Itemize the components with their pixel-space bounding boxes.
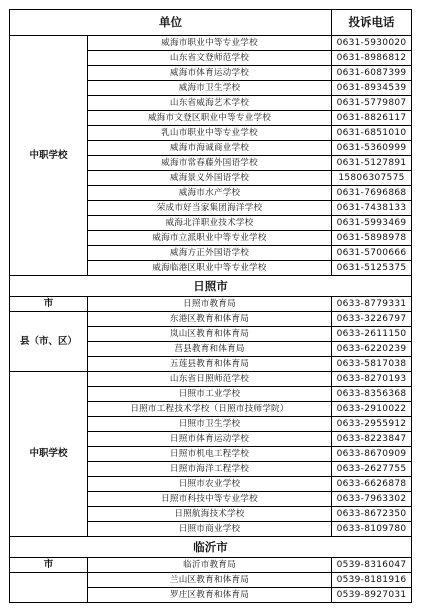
phone-cell: 0633-8356368 xyxy=(332,387,412,402)
complaint-phone-table xyxy=(9,9,412,603)
phone-cell: 0631-7696868 xyxy=(332,186,412,201)
phone-cell: 0633-8672350 xyxy=(332,507,412,522)
category-cell: 县（市、区） xyxy=(10,312,88,372)
phone-cell: 0633-6626878 xyxy=(332,477,412,492)
category-cell: 中职学校 xyxy=(10,372,88,537)
phone-cell: 0631-5779807 xyxy=(332,96,412,111)
city-name: 日照市 xyxy=(10,276,412,297)
phone-cell: 0631-8934539 xyxy=(332,81,412,96)
unit-name-cell: 威海市体育运动学校 xyxy=(88,66,332,81)
unit-name-cell: 荣成市好当家集团海洋学校 xyxy=(88,201,332,216)
table-row xyxy=(10,297,412,312)
city-name: 临沂市 xyxy=(10,537,412,558)
phone-cell: 0539-8927031 xyxy=(332,588,412,603)
category-cell: 中职学校 xyxy=(10,36,88,276)
phone-cell: 0633-2627755 xyxy=(332,462,412,477)
phone-cell: 0633-2955912 xyxy=(332,417,412,432)
unit-name-cell: 日照市工业学校 xyxy=(88,387,332,402)
phone-cell: 0631-7438133 xyxy=(332,201,412,216)
header-unit: 单位 xyxy=(10,10,332,36)
table-body xyxy=(10,10,412,603)
phone-cell: 0633-2611150 xyxy=(332,327,412,342)
phone-cell: 0633-8270193 xyxy=(332,372,412,387)
phone-cell: 15806307575 xyxy=(332,171,412,186)
phone-cell: 0633-8779331 xyxy=(332,297,412,312)
unit-name-cell: 兰山区教育和体育局 xyxy=(88,573,332,588)
unit-name-cell: 日照市体育运动学校 xyxy=(88,432,332,447)
unit-name-cell: 罗庄区教育和体育局 xyxy=(88,588,332,603)
unit-name-cell: 日照市海洋工程学校 xyxy=(88,462,332,477)
phone-cell: 0633-8670909 xyxy=(332,447,412,462)
phone-cell: 0631-5125375 xyxy=(332,261,412,276)
unit-name-cell: 威海市海诚商业学校 xyxy=(88,141,332,156)
unit-name-cell: 威海市卫生学校 xyxy=(88,81,332,96)
phone-cell: 0631-5700666 xyxy=(332,246,412,261)
unit-name-cell: 日照市工程技术学校（日照市技师学院） xyxy=(88,402,332,417)
unit-name-cell: 日照市科技中等专业学校 xyxy=(88,492,332,507)
phone-cell: 0633-6220239 xyxy=(332,342,412,357)
phone-cell: 0631-6087399 xyxy=(332,66,412,81)
phone-cell: 0633-5817038 xyxy=(332,357,412,372)
unit-name-cell: 威海临港区职业中等专业学校 xyxy=(88,261,332,276)
phone-cell: 0631-5898978 xyxy=(332,231,412,246)
phone-cell: 0633-8109780 xyxy=(332,522,412,537)
table-row xyxy=(10,573,412,588)
phone-cell: 0631-8826117 xyxy=(332,111,412,126)
city-header-row xyxy=(10,276,412,297)
table-row xyxy=(10,312,412,327)
unit-name-cell: 日照市卫生学校 xyxy=(88,417,332,432)
unit-name-cell: 日照市农业学校 xyxy=(88,477,332,492)
phone-cell: 0631-5930020 xyxy=(332,36,412,51)
unit-name-cell: 威海市常春藤外国语学校 xyxy=(88,156,332,171)
unit-name-cell: 威海方正外国语学校 xyxy=(88,246,332,261)
phone-cell: 0631-8986812 xyxy=(332,51,412,66)
unit-name-cell: 山东省文登师范学校 xyxy=(88,51,332,66)
city-header-row xyxy=(10,537,412,558)
unit-name-cell: 威海市立派职业中等专业学校 xyxy=(88,231,332,246)
phone-cell: 0631-6851010 xyxy=(332,126,412,141)
unit-name-cell: 日照市教育局 xyxy=(88,297,332,312)
complaint-phone-table-container xyxy=(9,9,412,603)
unit-name-cell: 威海景义外国语学校 xyxy=(88,171,332,186)
header-phone: 投诉电话 xyxy=(332,10,412,36)
unit-name-cell: 威海市职业中等专业学校 xyxy=(88,36,332,51)
table-header-row xyxy=(10,10,412,36)
unit-name-cell: 山东省日照师范学校 xyxy=(88,372,332,387)
unit-name-cell: 临沂市教育局 xyxy=(88,558,332,573)
phone-cell: 0539-8181916 xyxy=(332,573,412,588)
unit-name-cell: 东港区教育和体育局 xyxy=(88,312,332,327)
unit-name-cell: 威海市文登区职业中等专业学校 xyxy=(88,111,332,126)
category-cell: 市 xyxy=(10,558,88,573)
category-cell xyxy=(10,573,88,603)
phone-cell: 0631-5993469 xyxy=(332,216,412,231)
phone-cell: 0631-5127891 xyxy=(332,156,412,171)
table-row xyxy=(10,372,412,387)
table-row xyxy=(10,36,412,51)
phone-cell: 0633-7963302 xyxy=(332,492,412,507)
phone-cell: 0631-5360999 xyxy=(332,141,412,156)
unit-name-cell: 乳山市职业中等专业学校 xyxy=(88,126,332,141)
category-cell: 市 xyxy=(10,297,88,312)
unit-name-cell: 威海北洋职业技术学校 xyxy=(88,216,332,231)
phone-cell: 0633-2910022 xyxy=(332,402,412,417)
unit-name-cell: 日照市商业学校 xyxy=(88,522,332,537)
unit-name-cell: 日照市机电工程学校 xyxy=(88,447,332,462)
unit-name-cell: 五莲县教育和体育局 xyxy=(88,357,332,372)
unit-name-cell: 岚山区教育和体育局 xyxy=(88,327,332,342)
unit-name-cell: 莒县教育和体育局 xyxy=(88,342,332,357)
unit-name-cell: 日照航海技术学校 xyxy=(88,507,332,522)
unit-name-cell: 威海市水产学校 xyxy=(88,186,332,201)
unit-name-cell: 山东省威海艺术学校 xyxy=(88,96,332,111)
table-row xyxy=(10,558,412,573)
phone-cell: 0633-3226797 xyxy=(332,312,412,327)
phone-cell: 0633-8223847 xyxy=(332,432,412,447)
phone-cell: 0539-8316047 xyxy=(332,558,412,573)
